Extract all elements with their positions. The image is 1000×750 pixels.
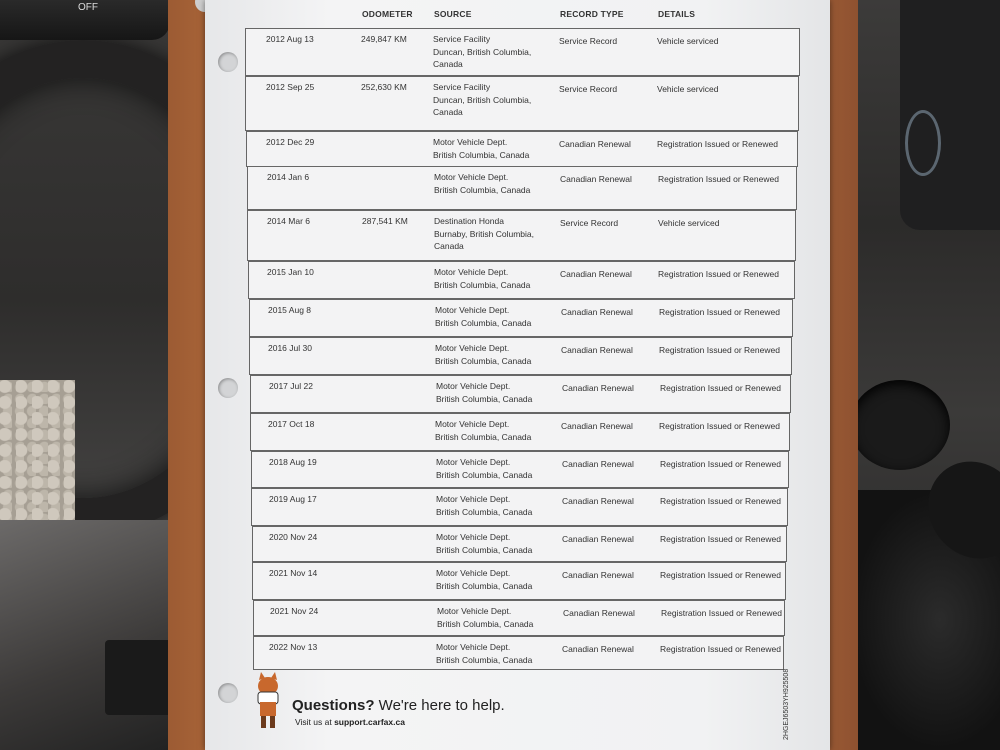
cell-details: Registration Issued or Renewed [661, 608, 782, 618]
cell-details: Vehicle serviced [657, 84, 719, 94]
cell-date: 2012 Dec 29 [266, 137, 315, 147]
source-line: Motor Vehicle Dept. [434, 172, 509, 182]
table-row [247, 166, 797, 210]
source-line: British Columbia, Canada [436, 654, 533, 665]
source-line: Motor Vehicle Dept. [436, 532, 511, 542]
cell-record-type: Service Record [559, 84, 618, 94]
cell-date: 2016 Jul 30 [268, 343, 312, 353]
source-line: Motor Vehicle Dept. [435, 419, 510, 429]
cell-date: 2017 Oct 18 [268, 419, 315, 429]
cell-record-type: Canadian Renewal [560, 174, 632, 184]
cell-details: Registration Issued or Renewed [659, 345, 780, 355]
source-line: Motor Vehicle Dept. [436, 642, 511, 652]
source-line: Duncan, British Columbia, [433, 94, 532, 105]
cell-date: 2015 Aug 8 [268, 305, 312, 315]
header-odometer: ODOMETER [362, 9, 413, 19]
cell-date: 2014 Jan 6 [267, 172, 310, 182]
header-source: SOURCE [434, 9, 472, 19]
cell-date: 2012 Aug 13 [266, 34, 314, 44]
source-line: British Columbia, Canada [437, 618, 534, 629]
source-line: Motor Vehicle Dept. [436, 457, 511, 467]
table-row [247, 210, 796, 261]
source-line: British Columbia, Canada [436, 544, 533, 555]
source-line: Motor Vehicle Dept. [434, 267, 509, 277]
cup-holder [850, 380, 950, 470]
cell-record-type: Canadian Renewal [562, 534, 634, 544]
cell-date: 2018 Aug 19 [269, 457, 317, 467]
support-link-line: Visit us at support.carfax.ca [295, 717, 405, 727]
punch-hole [218, 52, 238, 72]
cell-record-type: Canadian Renewal [560, 269, 632, 279]
cell-source [433, 81, 531, 119]
source-line: British Columbia, Canada [436, 580, 533, 591]
source-line: Motor Vehicle Dept. [435, 305, 510, 315]
cell-date: 2021 Nov 14 [269, 568, 318, 578]
cell-source [436, 456, 532, 481]
cell-details: Registration Issued or Renewed [658, 174, 779, 184]
source-line: British Columbia, Canada [434, 279, 531, 290]
questions-heading: Questions? We're here to help. [292, 697, 505, 714]
cell-odometer: 252,630 KM [361, 82, 407, 92]
source-line: Motor Vehicle Dept. [436, 494, 511, 504]
cell-details: Registration Issued or Renewed [658, 269, 779, 279]
cell-source [434, 171, 530, 196]
cell-record-type: Canadian Renewal [561, 307, 633, 317]
source-line: Service Facility [433, 34, 491, 44]
source-line: Duncan, British Columbia, [433, 46, 532, 57]
source-line: Motor Vehicle Dept. [433, 137, 508, 147]
table-row [250, 413, 790, 451]
header-details: DETAILS [658, 9, 696, 19]
source-line: British Columbia, Canada [435, 355, 532, 366]
source-line: Motor Vehicle Dept. [436, 568, 511, 578]
source-line: British Columbia, Canada [435, 317, 532, 328]
support-link[interactable]: support.carfax.ca [334, 717, 405, 727]
cell-source [435, 304, 531, 329]
cell-date: 2014 Mar 6 [267, 216, 310, 226]
cell-date: 2022 Nov 13 [269, 642, 318, 652]
table-row [248, 261, 795, 299]
table-row [245, 28, 800, 76]
table-row [252, 562, 786, 600]
cell-date: 2015 Jan 10 [267, 267, 314, 277]
cell-odometer: 249,847 KM [361, 34, 407, 44]
cell-details: Vehicle serviced [658, 218, 720, 228]
table-row [252, 526, 787, 562]
cell-date: 2019 Aug 17 [269, 494, 317, 504]
cell-source [433, 33, 531, 71]
cell-details: Registration Issued or Renewed [660, 570, 781, 580]
cell-date: 2017 Jul 22 [269, 381, 313, 391]
cell-date: 2021 Nov 24 [270, 606, 319, 616]
cell-details: Registration Issued or Renewed [660, 534, 781, 544]
cell-record-type: Canadian Renewal [562, 459, 634, 469]
vin-number: 2HGEJ6503YH925508 [783, 668, 790, 740]
cell-date: 2012 Sep 25 [266, 82, 315, 92]
cell-date: 2020 Nov 24 [269, 532, 318, 542]
table-row [249, 337, 792, 375]
stalk-off-label: OFF [78, 2, 98, 13]
climate-knob [905, 110, 941, 176]
source-line: British Columbia, Canada [435, 431, 532, 442]
cell-source [437, 605, 533, 630]
cell-record-type: Canadian Renewal [561, 345, 633, 355]
cell-odometer: 287,541 KM [362, 216, 408, 226]
cell-source [435, 342, 531, 367]
header-record-type: RECORD TYPE [560, 9, 624, 19]
cell-record-type: Canadian Renewal [559, 139, 631, 149]
vent-switch-panel [105, 640, 175, 715]
source-line: British Columbia, Canada [436, 393, 533, 404]
cell-source [436, 567, 532, 592]
source-line: Burnaby, British Columbia, [434, 228, 534, 239]
table-row [249, 299, 793, 337]
cell-details: Registration Issued or Renewed [659, 307, 780, 317]
source-line: Motor Vehicle Dept. [435, 343, 510, 353]
cell-source [436, 380, 532, 405]
cell-source [436, 641, 532, 666]
cell-source [433, 136, 529, 161]
cell-details: Registration Issued or Renewed [660, 644, 781, 654]
cell-record-type: Canadian Renewal [562, 496, 634, 506]
punch-hole [218, 683, 238, 703]
carfax-report-page [205, 0, 830, 750]
source-line: Canada [433, 59, 463, 69]
table-row [251, 451, 789, 488]
source-line: Motor Vehicle Dept. [437, 606, 512, 616]
table-row [246, 131, 798, 167]
cell-record-type: Canadian Renewal [561, 421, 633, 431]
carfax-fox-mascot [250, 672, 286, 730]
source-line: Service Facility [433, 82, 491, 92]
table-row [253, 600, 785, 636]
source-line: British Columbia, Canada [436, 469, 533, 480]
source-line: Destination Honda [434, 216, 504, 226]
cell-details: Registration Issued or Renewed [660, 496, 781, 506]
table-row [250, 375, 791, 413]
table-row [245, 76, 799, 131]
cell-source [434, 215, 534, 253]
cell-details: Registration Issued or Renewed [660, 383, 781, 393]
door-sill [0, 520, 170, 750]
table-row [251, 488, 788, 526]
cell-record-type: Service Record [559, 36, 618, 46]
source-line: Canada [434, 241, 464, 251]
cell-record-type: Service Record [560, 218, 619, 228]
source-line: British Columbia, Canada [436, 506, 533, 517]
source-line: British Columbia, Canada [433, 149, 530, 160]
table-row [253, 636, 784, 670]
punch-hole [218, 378, 238, 398]
light-stalk [0, 0, 170, 40]
cell-source [435, 418, 531, 443]
cell-details: Vehicle serviced [657, 36, 719, 46]
cell-details: Registration Issued or Renewed [657, 139, 778, 149]
cell-record-type: Canadian Renewal [563, 608, 635, 618]
cell-record-type: Canadian Renewal [562, 644, 634, 654]
cell-source [434, 266, 530, 291]
gravel-outside-window [0, 380, 75, 530]
cell-record-type: Canadian Renewal [562, 570, 634, 580]
source-line: Motor Vehicle Dept. [436, 381, 511, 391]
cell-source [436, 531, 532, 556]
cell-record-type: Canadian Renewal [562, 383, 634, 393]
cell-source [436, 493, 532, 518]
cell-details: Registration Issued or Renewed [660, 459, 781, 469]
source-line: British Columbia, Canada [434, 184, 531, 195]
cell-details: Registration Issued or Renewed [659, 421, 780, 431]
source-line: Canada [433, 107, 463, 117]
